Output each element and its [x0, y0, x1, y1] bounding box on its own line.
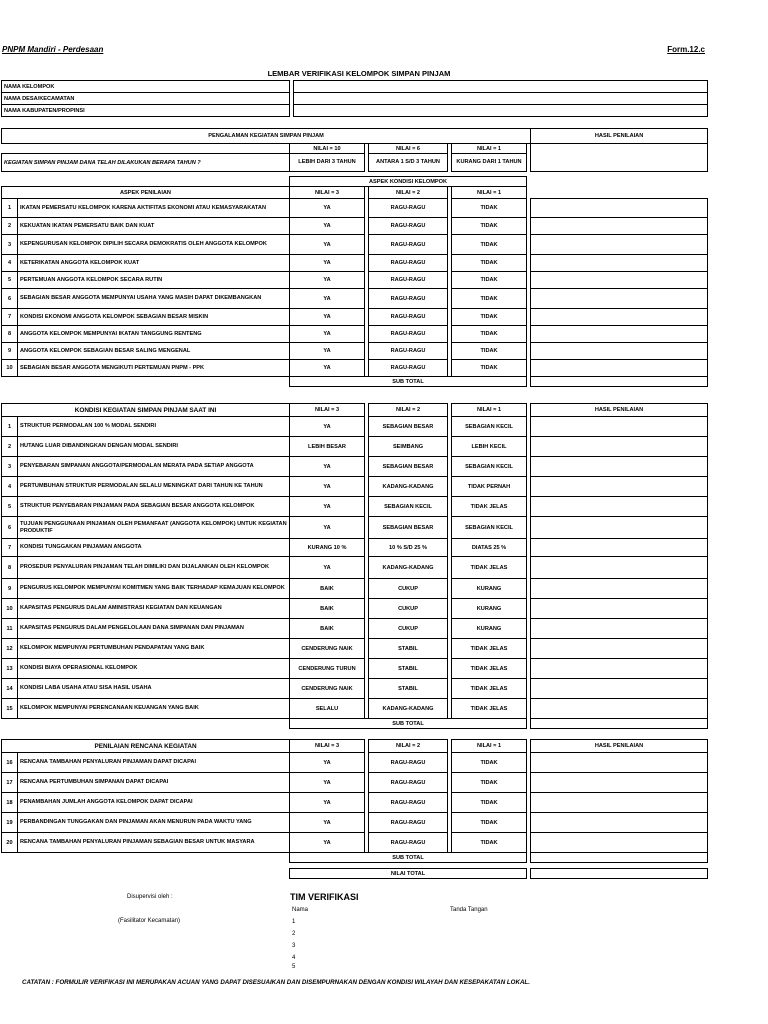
option-high[interactable]: YA — [290, 235, 365, 255]
criteria-text: PENYEBARAN SIMPANAN ANGGOTA/PERMODALAN MERATA PADA SETIAP ANGGOTA — [18, 457, 290, 477]
experience-table — [1, 128, 708, 172]
identity-value-field[interactable] — [294, 93, 708, 105]
row-number: 20 — [2, 833, 18, 853]
option-low[interactable]: DIATAS 25 % — [452, 539, 527, 557]
option-low[interactable]: KURANG — [452, 619, 527, 639]
option-low[interactable]: KURANG — [452, 599, 527, 619]
option-high[interactable]: YA — [290, 517, 365, 539]
option-high[interactable]: YA — [290, 289, 365, 309]
option-high[interactable]: BAIK — [290, 579, 365, 599]
score-label: NILAI = 2 — [369, 187, 448, 199]
option-high[interactable]: BAIK — [290, 599, 365, 619]
row-number: 1 — [2, 417, 18, 437]
row-number: 13 — [2, 659, 18, 679]
result-cell[interactable] — [531, 557, 708, 579]
criteria-text: KAPASITAS PENGURUS DALAM AMINISTRASI KEGIATAN DAN KEUANGAN — [18, 599, 290, 619]
option-mid[interactable]: STABIL — [369, 679, 448, 699]
option-high[interactable]: YA — [290, 833, 365, 853]
result-cell[interactable] — [531, 199, 708, 218]
result-cell[interactable] — [531, 813, 708, 833]
option-mid[interactable]: SEIMBANG — [369, 437, 448, 457]
result-cell[interactable] — [531, 457, 708, 477]
section2-subtotal-label: SUB TOTAL — [290, 719, 527, 729]
option-high[interactable]: CENDERUNG TURUN — [290, 659, 365, 679]
result-cell[interactable] — [531, 517, 708, 539]
option-low[interactable]: TIDAK JELAS — [452, 659, 527, 679]
option-mid[interactable]: STABIL — [369, 639, 448, 659]
option-high[interactable]: LEBIH BESAR — [290, 437, 365, 457]
result-cell[interactable] — [531, 833, 708, 853]
option-high[interactable]: CENDERUNG NAIK — [290, 679, 365, 699]
section3-result-heading: HASIL PENILAIAN — [531, 740, 708, 753]
criteria-text: KONDISI TUNGGAKAN PINJAMAN ANGGOTA — [18, 539, 290, 557]
identity-row — [2, 81, 708, 93]
row-number: 5 — [2, 272, 18, 289]
criteria-row — [2, 773, 708, 793]
result-cell[interactable] — [531, 255, 708, 272]
option-low[interactable]: TIDAK — [452, 272, 527, 289]
option-low[interactable]: TIDAK — [452, 326, 527, 343]
option-mid[interactable]: RAGU-RAGU — [369, 289, 448, 309]
row-number: 1 — [2, 199, 18, 218]
result-cell[interactable] — [531, 679, 708, 699]
criteria-row — [2, 659, 708, 679]
section1-table — [1, 176, 708, 387]
identity-row — [2, 93, 708, 105]
option-low[interactable]: TIDAK — [452, 309, 527, 326]
criteria-row — [2, 272, 708, 289]
criteria-row — [2, 457, 708, 477]
score-label: NILAI = 1 — [452, 404, 527, 417]
option-high[interactable]: YA — [290, 272, 365, 289]
criteria-text: PERTUMBUHAN STRUKTUR PERMODALAN SELALU MENINGKAT DARI TAHUN KE TAHUN — [18, 477, 290, 497]
option-low[interactable]: TIDAK JELAS — [452, 639, 527, 659]
team-title: TIM VERIFIKASI — [290, 892, 359, 902]
experience-result-heading: HASIL PENILAIAN — [531, 129, 708, 144]
criteria-text: STRUKTUR PERMODALAN 100 % MODAL SENDIRI — [18, 417, 290, 437]
result-cell[interactable] — [531, 579, 708, 599]
section2-subtotal-value[interactable] — [531, 719, 708, 729]
name-label: Nama — [292, 907, 309, 913]
result-cell[interactable] — [531, 639, 708, 659]
option-high[interactable]: YA — [290, 497, 365, 517]
result-cell[interactable] — [531, 659, 708, 679]
criteria-text: KONDISI BIAYA OPERASIONAL KELOMPOK — [18, 659, 290, 679]
criteria-row — [2, 579, 708, 599]
result-cell[interactable] — [531, 272, 708, 289]
result-cell[interactable] — [531, 793, 708, 813]
result-cell[interactable] — [531, 497, 708, 517]
row-number: 12 — [2, 639, 18, 659]
result-cell[interactable] — [531, 773, 708, 793]
identity-table — [1, 80, 708, 117]
criteria-text: TUJUAN PENGGUNAAN PINJAMAN OLEH PEMANFAAT (ANGGOTA KELOMPOK) UNTUK KEGIATAN PRODUKTIF — [18, 517, 290, 539]
criteria-text: STRUKTUR PENYEBARAN PINJAMAN PADA SEBAGIAN BESAR ANGGOTA KELOMPOK — [18, 497, 290, 517]
criteria-row — [2, 199, 708, 218]
option-mid[interactable]: RAGU-RAGU — [369, 255, 448, 272]
section1-subtotal-label: SUB TOTAL — [290, 377, 527, 387]
criteria-row — [2, 619, 708, 639]
criteria-text: ANGGOTA KELOMPOK MEMPUNYAI IKATAN TANGGUNG RENTENG — [18, 326, 290, 343]
option-mid[interactable]: CUKUP — [369, 579, 448, 599]
row-number: 17 — [2, 773, 18, 793]
criteria-row — [2, 699, 708, 719]
criteria-text: KONDISI LABA USAHA ATAU SISA HASIL USAHA — [18, 679, 290, 699]
result-cell[interactable] — [531, 218, 708, 235]
score-label: NILAI = 1 — [452, 144, 527, 154]
document-title: LEMBAR VERIFIKASI KELOMPOK SIMPAN PINJAM — [267, 69, 451, 78]
option-low[interactable]: TIDAK JELAS — [452, 679, 527, 699]
criteria-text: ANGGOTA KELOMPOK SEBAGIAN BESAR SALING MENGENAL — [18, 343, 290, 360]
result-cell[interactable] — [531, 326, 708, 343]
option-high[interactable]: YA — [290, 360, 365, 377]
option-low[interactable]: TIDAK — [452, 793, 527, 813]
option-mid[interactable]: KADANG-KADANG — [369, 557, 448, 579]
criteria-row — [2, 417, 708, 437]
option-low[interactable]: TIDAK — [452, 773, 527, 793]
row-number: 7 — [2, 309, 18, 326]
row-number: 14 — [2, 679, 18, 699]
option-high[interactable]: CENDERUNG NAIK — [290, 639, 365, 659]
option-mid[interactable]: KADANG-KADANG — [369, 699, 448, 719]
option-mid[interactable]: RAGU-RAGU — [369, 272, 448, 289]
option-low[interactable]: TIDAK — [452, 833, 527, 853]
option-mid[interactable]: RAGU-RAGU — [369, 360, 448, 377]
criteria-text: HUTANG LUAR DIBANDINGKAN DENGAN MODAL SENDIRI — [18, 437, 290, 457]
option-low[interactable]: KURANG — [452, 579, 527, 599]
section1-subtotal-value[interactable] — [531, 377, 708, 387]
row-number: 4 — [2, 255, 18, 272]
criteria-row — [2, 343, 708, 360]
row-number: 18 — [2, 793, 18, 813]
supervised-by-label: Disupervisi oleh : — [127, 894, 173, 900]
option-low[interactable]: TIDAK PERNAH — [452, 477, 527, 497]
criteria-row — [2, 599, 708, 619]
option-low[interactable]: TIDAK JELAS — [452, 497, 527, 517]
score-label: NILAI = 1 — [452, 187, 527, 199]
section2-heading: KONDISI KEGIATAN SIMPAN PINJAM SAAT INI — [2, 404, 290, 417]
result-cell[interactable] — [531, 599, 708, 619]
option-high[interactable]: YA — [290, 557, 365, 579]
score-label: NILAI = 10 — [290, 144, 365, 154]
result-cell[interactable] — [531, 539, 708, 557]
criteria-row — [2, 517, 708, 539]
option-low[interactable]: TIDAK — [452, 360, 527, 377]
team-member-number: 2 — [292, 931, 296, 937]
option-mid[interactable]: SEBAGIAN BESAR — [369, 417, 448, 437]
option-low[interactable]: SEBAGIAN KECIL — [452, 517, 527, 539]
row-number: 9 — [2, 579, 18, 599]
row-number: 19 — [2, 813, 18, 833]
row-number: 7 — [2, 539, 18, 557]
option-low[interactable]: TIDAK — [452, 199, 527, 218]
option-high[interactable]: KURANG 10 % — [290, 539, 365, 557]
row-number: 11 — [2, 619, 18, 639]
section3-heading: PENILAIAN RENCANA KEGIATAN — [2, 740, 290, 753]
row-number: 16 — [2, 753, 18, 773]
criteria-row — [2, 289, 708, 309]
section1-banner: ASPEK KONDISI KELOMPOK — [290, 177, 527, 187]
row-number: 8 — [2, 557, 18, 579]
result-cell[interactable] — [531, 699, 708, 719]
option-high[interactable]: BAIK — [290, 619, 365, 639]
identity-label: NAMA DESA/KECAMATAN — [2, 93, 290, 105]
experience-result-cell[interactable] — [531, 144, 708, 172]
criteria-row — [2, 679, 708, 699]
option-high[interactable]: YA — [290, 773, 365, 793]
identity-value-field[interactable] — [294, 105, 708, 117]
row-number: 6 — [2, 517, 18, 539]
option-high[interactable]: YA — [290, 417, 365, 437]
criteria-row — [2, 793, 708, 813]
criteria-text: KELOMPOK MEMPUNYAI PERTUMBUHAN PENDAPATAN YANG BAIK — [18, 639, 290, 659]
result-cell[interactable] — [531, 343, 708, 360]
score-label: NILAI = 1 — [452, 740, 527, 753]
row-number: 6 — [2, 289, 18, 309]
row-number: 3 — [2, 235, 18, 255]
result-cell[interactable] — [531, 309, 708, 326]
row-number: 10 — [2, 599, 18, 619]
total-score-label: NILAI TOTAL — [290, 869, 527, 879]
option-high[interactable]: YA — [290, 793, 365, 813]
criteria-text: PERBANDINGAN TUNGGAKAN DAN PINJAMAN AKAN MENURUN PADA WAKTU YANG — [18, 813, 290, 833]
identity-label: NAMA KELOMPOK — [2, 81, 290, 93]
criteria-row — [2, 753, 708, 773]
score-label: NILAI = 2 — [369, 404, 448, 417]
criteria-row — [2, 477, 708, 497]
option-low[interactable]: TIDAK — [452, 235, 527, 255]
option-low[interactable]: SEBAGIAN KECIL — [452, 457, 527, 477]
result-cell[interactable] — [531, 753, 708, 773]
criteria-row — [2, 218, 708, 235]
result-cell[interactable] — [531, 417, 708, 437]
criteria-row — [2, 235, 708, 255]
criteria-row — [2, 539, 708, 557]
criteria-text: KONDISI EKONOMI ANGGOTA KELOMPOK SEBAGIAN BESAR MISKIN — [18, 309, 290, 326]
score-label: NILAI = 3 — [290, 404, 365, 417]
identity-row — [2, 105, 708, 117]
option-mid[interactable]: RAGU-RAGU — [369, 793, 448, 813]
team-member-number: 1 — [292, 919, 296, 925]
row-number: 15 — [2, 699, 18, 719]
criteria-text: KEPENGURUSAN KELOMPOK DIPILIH SECARA DEMOKRATIS OLEH ANGGOTA KELOMPOK — [18, 235, 290, 255]
criteria-text: PENGURUS KELOMPOK MEMPUNYAI KOMITMEN YANG BAIK TERHADAP KEMAJUAN KELOMPOK — [18, 579, 290, 599]
row-number: 2 — [2, 437, 18, 457]
criteria-row — [2, 437, 708, 457]
option-mid[interactable]: RAGU-RAGU — [369, 813, 448, 833]
total-score-value[interactable] — [531, 869, 708, 879]
criteria-text: KETERIKATAN ANGGOTA KELOMPOK KUAT — [18, 255, 290, 272]
criteria-row — [2, 557, 708, 579]
signature-label: Tanda Tangan — [450, 907, 488, 913]
option-low[interactable]: TIDAK JELAS — [452, 699, 527, 719]
option-mid[interactable]: STABIL — [369, 659, 448, 679]
score-label: NILAI = 2 — [369, 740, 448, 753]
option-mid[interactable]: CUKUP — [369, 619, 448, 639]
criteria-text: RENCANA PERTUMBUHAN SIMPANAN DAPAT DICAPAI — [18, 773, 290, 793]
row-number: 3 — [2, 457, 18, 477]
option-high[interactable]: YA — [290, 326, 365, 343]
criteria-text: PROSEDUR PENYALURAN PINJAMAN TELAH DIMILIKI DAN DIJALANKAN OLEH KELOMPOK — [18, 557, 290, 579]
facilitator-label: (Fasilitator Kecamatan) — [118, 918, 181, 924]
section1-heading: ASPEK PENILAIAN — [2, 187, 290, 199]
criteria-text: SEBAGIAN BESAR ANGGOTA MENGIKUTI PERTEMUAN PNPM - PPK — [18, 360, 290, 377]
row-number: 2 — [2, 218, 18, 235]
option-mid[interactable]: RAGU-RAGU — [369, 235, 448, 255]
option-high[interactable]: SELALU — [290, 699, 365, 719]
option-high[interactable]: YA — [290, 813, 365, 833]
criteria-text: PERTEMUAN ANGGOTA KELOMPOK SECARA RUTIN — [18, 272, 290, 289]
section2-result-heading: HASIL PENILAIAN — [531, 404, 708, 417]
result-cell[interactable] — [531, 437, 708, 457]
criteria-text: PENAMBAHAN JUMLAH ANGGOTA KELOMPOK DAPAT DICAPAI — [18, 793, 290, 813]
criteria-row — [2, 360, 708, 377]
option-mid[interactable]: RAGU-RAGU — [369, 753, 448, 773]
option-high[interactable]: YA — [290, 457, 365, 477]
option-cell: ANTARA 1 S/D 3 TAHUN — [369, 154, 448, 172]
option-low[interactable]: TIDAK — [452, 255, 527, 272]
section3-subtotal-value[interactable] — [531, 853, 708, 863]
result-cell[interactable] — [531, 289, 708, 309]
identity-value-field[interactable] — [294, 81, 708, 93]
option-mid[interactable]: RAGU-RAGU — [369, 199, 448, 218]
section3-table — [1, 739, 708, 879]
criteria-row — [2, 309, 708, 326]
program-name: PNPM Mandiri - Perdesaan — [2, 45, 104, 54]
identity-label: NAMA KABUPATEN/PROPINSI — [2, 105, 290, 117]
team-member-number: 5 — [292, 964, 296, 970]
score-label: NILAI = 6 — [369, 144, 448, 154]
result-cell[interactable] — [531, 360, 708, 377]
row-number: 8 — [2, 326, 18, 343]
row-number: 9 — [2, 343, 18, 360]
result-cell[interactable] — [531, 619, 708, 639]
criteria-text: RENCANA TAMBAHAN PENYALURAN PINJAMAN SEBAGIAN BESAR UNTUK MASYARA — [18, 833, 290, 853]
score-label: NILAI = 3 — [290, 187, 365, 199]
option-low[interactable]: TIDAK — [452, 813, 527, 833]
criteria-row — [2, 326, 708, 343]
criteria-text: IKATAN PEMERSATU KELOMPOK KARENA AKTIFITAS EKONOMI ATAU KEMASYARAKATAN — [18, 199, 290, 218]
section2-table — [1, 403, 708, 729]
criteria-text: KEKUATAN IKATAN PEMERSATU BAIK DAN KUAT — [18, 218, 290, 235]
option-cell: LEBIH DARI 3 TAHUN — [290, 154, 365, 172]
criteria-row — [2, 833, 708, 853]
option-high[interactable]: YA — [290, 343, 365, 360]
option-low[interactable]: TIDAK — [452, 218, 527, 235]
option-mid[interactable]: RAGU-RAGU — [369, 343, 448, 360]
experience-question: KEGIATAN SIMPAN PINJAM DANA TELAH DILAKUKAN BERAPA TAHUN ? — [2, 154, 290, 172]
option-mid[interactable]: RAGU-RAGU — [369, 309, 448, 326]
criteria-text: KAPASITAS PENGURUS DALAM PENGELOLAAN DANA SIMPANAN DAN PINJAMAN — [18, 619, 290, 639]
section3-subtotal-label: SUB TOTAL — [290, 853, 527, 863]
option-high[interactable]: YA — [290, 255, 365, 272]
form-number: Form.12.c — [667, 45, 705, 54]
option-low[interactable]: LEBIH KECIL — [452, 437, 527, 457]
option-high[interactable]: YA — [290, 477, 365, 497]
row-number: 5 — [2, 497, 18, 517]
criteria-row — [2, 497, 708, 517]
option-low[interactable]: TIDAK JELAS — [452, 557, 527, 579]
option-mid[interactable]: SEBAGIAN BESAR — [369, 457, 448, 477]
experience-heading: PENGALAMAN KEGIATAN SIMPAN PINJAM — [2, 129, 531, 144]
criteria-row — [2, 639, 708, 659]
option-mid[interactable]: RAGU-RAGU — [369, 218, 448, 235]
row-number: 10 — [2, 360, 18, 377]
option-low[interactable]: TIDAK — [452, 753, 527, 773]
option-mid[interactable]: RAGU-RAGU — [369, 326, 448, 343]
result-cell[interactable] — [531, 477, 708, 497]
criteria-text: KELOMPOK MEMPUNYAI PERENCANAAN KEUANGAN YANG BAIK — [18, 699, 290, 719]
option-high[interactable]: YA — [290, 199, 365, 218]
option-low[interactable]: TIDAK — [452, 343, 527, 360]
option-high[interactable]: YA — [290, 309, 365, 326]
option-high[interactable]: YA — [290, 753, 365, 773]
row-number: 4 — [2, 477, 18, 497]
option-low[interactable]: SEBAGIAN KECIL — [452, 417, 527, 437]
score-label: NILAI = 3 — [290, 740, 365, 753]
option-high[interactable]: YA — [290, 218, 365, 235]
criteria-text: RENCANA TAMBAHAN PENYALURAN PINJAMAN DAPAT DICAPAI — [18, 753, 290, 773]
option-mid[interactable]: 10 % S/D 25 % — [369, 539, 448, 557]
criteria-text: SEBAGIAN BESAR ANGGOTA MEMPUNYAI USAHA YANG MASIH DAPAT DIKEMBANGKAN — [18, 289, 290, 309]
option-low[interactable]: TIDAK — [452, 289, 527, 309]
option-mid[interactable]: RAGU-RAGU — [369, 773, 448, 793]
criteria-row — [2, 813, 708, 833]
form-note: CATATAN : FORMULIR VERIFIKASI INI MERUPAKAN ACUAN YANG DAPAT DISESUAIKAN DAN DISEMPURNAKAN DENGAN KONDISI WILAYAH DAN KESEPAKATAN LOKAL. — [22, 979, 530, 986]
team-member-number: 3 — [292, 943, 296, 949]
criteria-row — [2, 255, 708, 272]
team-member-number: 4 — [292, 955, 296, 961]
option-mid[interactable]: CUKUP — [369, 599, 448, 619]
option-mid[interactable]: SEBAGIAN KECIL — [369, 497, 448, 517]
option-cell: KURANG DARI 1 TAHUN — [452, 154, 527, 172]
option-mid[interactable]: KADANG-KADANG — [369, 477, 448, 497]
result-cell[interactable] — [531, 235, 708, 255]
option-mid[interactable]: RAGU-RAGU — [369, 833, 448, 853]
option-mid[interactable]: SEBAGIAN BESAR — [369, 517, 448, 539]
